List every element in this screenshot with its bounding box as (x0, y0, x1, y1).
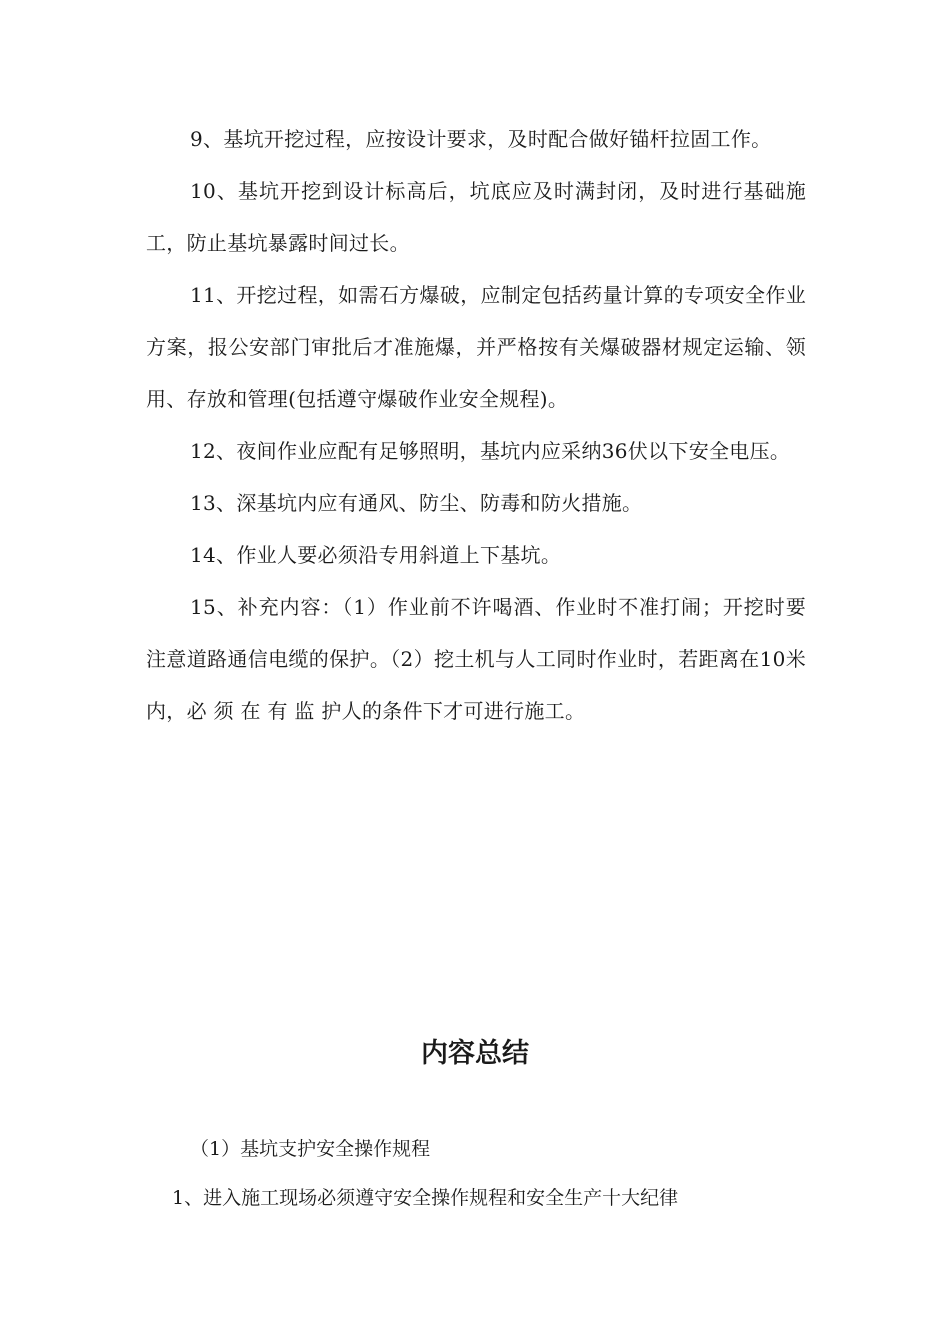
paragraph-item-11: 11、开挖过程，如需石方爆破，应制定包括药量计算的专项安全作业方案，报公安部门审批后才准施爆，并严格按有关爆破器材规定运输、领用、存放和管理(包括遵守爆破作业安全规程)。 (146, 283, 806, 411)
paragraph-item-14: 14、作业人要必须沿专用斜道上下基坑。 (190, 543, 562, 567)
body-text (146, 113, 806, 737)
paragraph-item-10: 10、基坑开挖到设计标高后，坑底应及时满封闭，及时进行基础施工，防止基坑暴露时间过长。 (146, 179, 806, 255)
summary-title: 内容总结 (421, 1038, 529, 1069)
paragraph-item-15: 15、补充内容：（1）作业前不许喝酒、作业时不准打闹；开挖时要注意道路通信电缆的保护。（2）挖土机与人工同时作业时，若距离在10米内，必 须 在 有 监 护人的条件下才可进行施工。 (146, 595, 806, 723)
paragraph-item-9: 9、基坑开挖过程，应按设计要求，及时配合做好锚杆拉固工作。 (190, 127, 772, 151)
summary-item: 1、进入施工现场必须遵守安全操作规程和安全生产十大纪律 (172, 1187, 679, 1209)
paragraph-item-13: 13、深基坑内应有通风、防尘、防毒和防火措施。 (190, 491, 643, 515)
paragraph-item-12: 12、夜间作业应配有足够照明，基坑内应采纳36伏以下安全电压。 (190, 439, 791, 463)
summary-subtitle: （1）基坑支护安全操作规程 (190, 1138, 431, 1160)
